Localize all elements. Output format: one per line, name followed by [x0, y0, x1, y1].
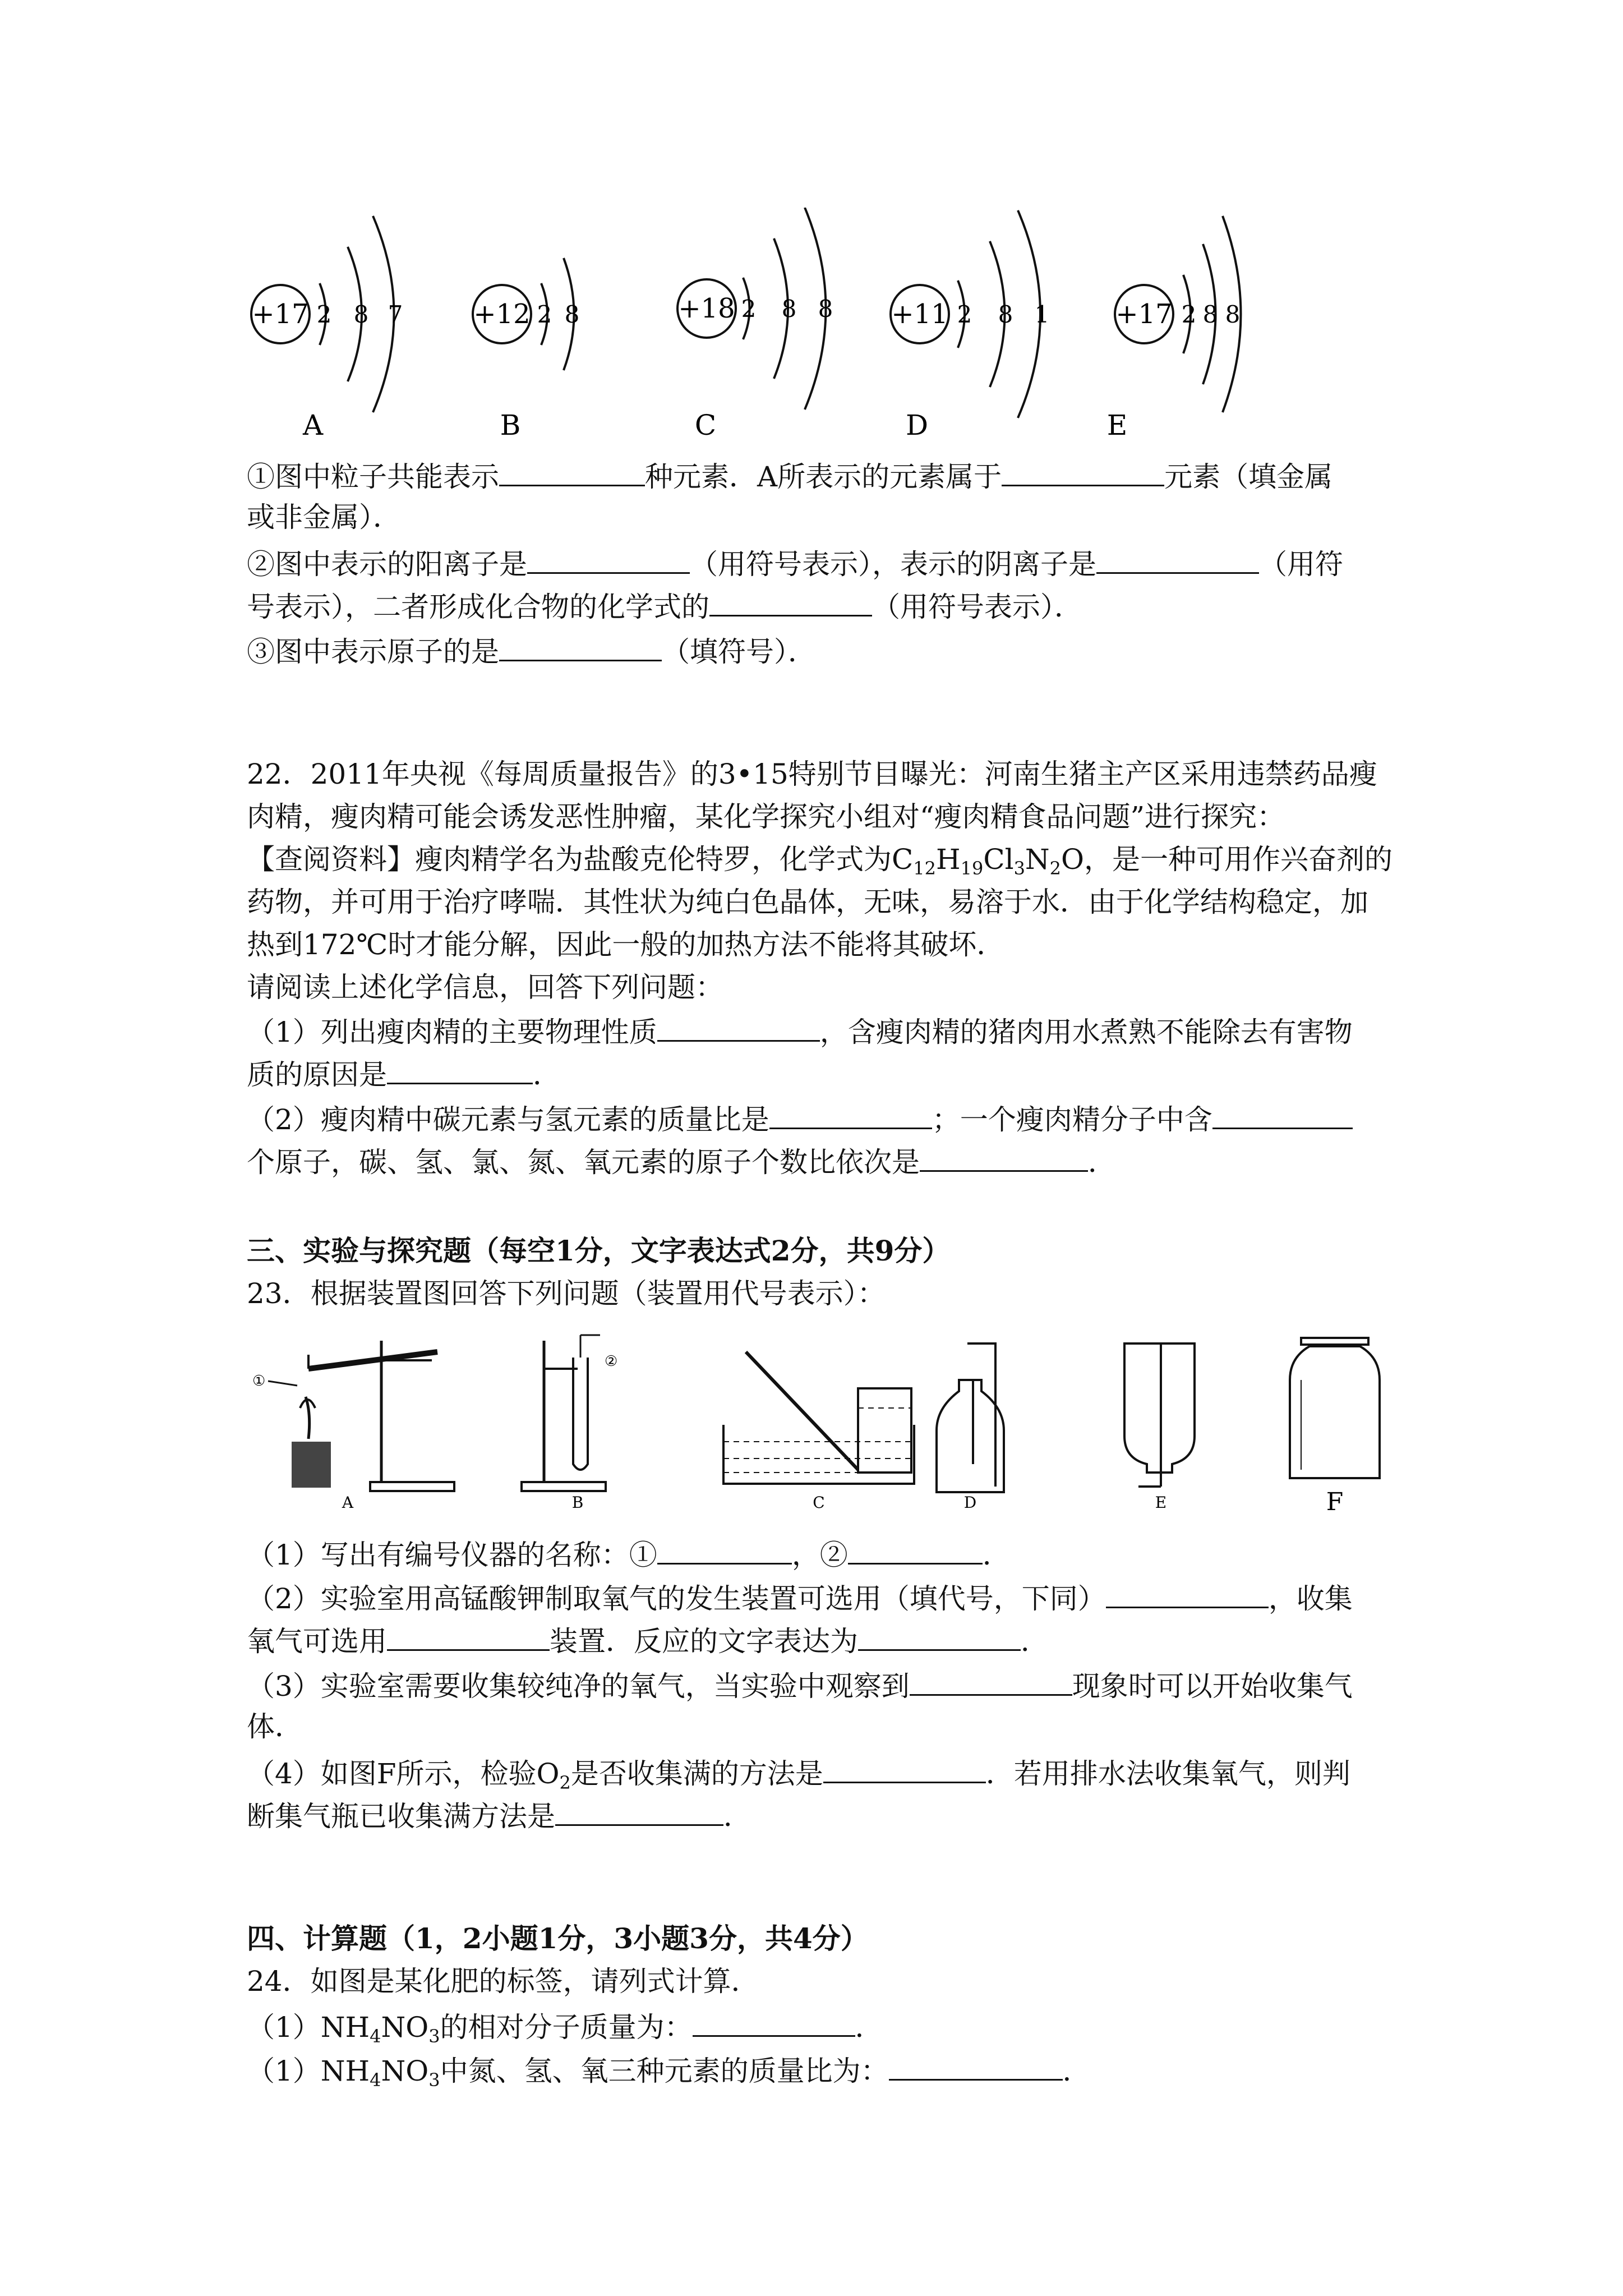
atom-c-shell-1: 2 [741, 295, 757, 323]
answer-blank[interactable] [769, 1096, 932, 1129]
answer-blank[interactable] [1106, 1575, 1269, 1608]
q22-line-8: 质的原因是 ． [247, 1051, 1385, 1096]
q23-line-2: （2）实验室用高锰酸钾制取氧气的发生装置可选用（填代号，下同） ，收集 [247, 1575, 1385, 1620]
atom-c-label: C [694, 409, 717, 441]
answer-blank[interactable] [709, 583, 872, 616]
apparatus-a-mark: ① [252, 1373, 266, 1389]
q22-line-6: 请阅读上述化学信息，回答下列问题： [247, 971, 723, 1004]
section-3-title: 三、实验与探究题（每空1分，文字表达式2分，共9分） [247, 1234, 951, 1267]
apparatus-b [522, 1335, 617, 1512]
apparatus-f-label: F [1326, 1488, 1344, 1515]
atom-a-shell-1: 2 [316, 301, 332, 328]
apparatus-d-label: D [963, 1493, 977, 1512]
answer-blank[interactable] [823, 1750, 986, 1783]
apparatus-a-label: A [342, 1493, 354, 1512]
q21-line-5: ③图中表示原子的是 （填符号）． [247, 628, 1385, 673]
apparatus-f [1290, 1338, 1380, 1515]
apparatus-b-mark: ② [605, 1353, 618, 1370]
apparatus-diagrams [241, 1329, 1396, 1515]
atom-e-nucleus: +17 [1115, 298, 1173, 330]
answer-blank[interactable] [889, 2047, 1063, 2081]
answer-blank[interactable] [555, 1793, 723, 1826]
atom-c [677, 208, 833, 441]
apparatus-e [1124, 1343, 1195, 1512]
apparatus-a [252, 1341, 454, 1512]
atom-a-label: A [302, 409, 324, 441]
answer-blank[interactable] [387, 1051, 533, 1084]
answer-blank[interactable] [848, 1531, 983, 1565]
q24-stem: 24．如图是某化肥的标签，请列式计算． [247, 1965, 759, 1998]
atom-b-nucleus: +12 [473, 298, 531, 330]
answer-blank[interactable] [1002, 453, 1164, 486]
q23-line-5: 体． [247, 1710, 303, 1743]
q21-line-1: ①图中粒子共能表示 种元素．A所表示的元素属于 元素（填金属 [247, 453, 1385, 498]
answer-blank[interactable] [499, 628, 662, 661]
atom-e-shell-1: 2 [1181, 301, 1197, 328]
answer-blank[interactable] [657, 1009, 820, 1042]
q21-line-2: 或非金属）． [247, 501, 401, 533]
atom-a-shell-2: 8 [353, 301, 369, 328]
q21-line-4: 号表示），二者形成化合物的化学式的 （用符号表示）． [247, 583, 1385, 628]
atom-e-shell-2: 8 [1202, 301, 1218, 328]
atom-d-shell-2: 8 [998, 301, 1013, 328]
atom-c-nucleus: +18 [678, 293, 735, 324]
q23-line-6: （4）如图F所示，检验$O_2$是否收集满的方法是 ．若用排水法收集氧气，则判 [247, 1750, 1385, 1795]
q23-stem: 23．根据装置图回答下列问题（装置用代号表示）： [247, 1277, 886, 1310]
atom-b-shell-2: 8 [564, 301, 580, 328]
answer-blank[interactable] [1096, 541, 1259, 574]
atom-a-shell-3: 7 [388, 301, 403, 328]
apparatus-d [937, 1343, 1004, 1512]
answer-blank[interactable] [657, 1531, 792, 1565]
q21-line-3: ②图中表示的阳离子是 （用符号表示），表示的阴离子是 （用符 [247, 541, 1385, 586]
atom-b-label: B [500, 409, 521, 441]
atom-c-shell-3: 8 [818, 295, 833, 323]
atom-e [1107, 216, 1241, 441]
answer-blank[interactable] [693, 2004, 855, 2037]
q24-line-2: $(1)NH_4NO_3$中氮、氢、氧三种元素的质量比为： ． [247, 2047, 1385, 2092]
q22-line-2: 肉精，瘦肉精可能会诱发恶性肿瘤，某化学探究小组对“瘦肉精食品问题”进行探究： [247, 800, 1285, 833]
q22-line-4: 药物，并可用于治疗哮喘．其性状为纯白色晶体，无味，易溶于水．由于化学结构稳定，加 [247, 886, 1368, 918]
q22-line-1: 22．2011年央视《每周质量报告》的3•15特别节目曝光：河南生猪主产区采用违禁药品瘦 [247, 758, 1377, 790]
answer-blank[interactable] [527, 541, 690, 574]
apparatus-c [723, 1352, 914, 1512]
section-4-title: 四、计算题（1，2小题1分，3小题3分，共4分） [247, 1922, 869, 1955]
atom-d-shell-1: 2 [957, 301, 972, 328]
q23-line-4: （3）实验室需要收集较纯净的氧气，当实验中观察到 现象时可以开始收集气 [247, 1663, 1385, 1708]
answer-blank[interactable] [499, 453, 645, 486]
atom-d [891, 210, 1049, 441]
atom-a [251, 216, 403, 441]
q22-line-9: （2）瘦肉精中碳元素与氢元素的质量比是 ；一个瘦肉精分子中含 [247, 1096, 1385, 1141]
apparatus-b-label: B [571, 1493, 584, 1512]
answer-blank[interactable] [910, 1663, 1072, 1696]
q22-line-7: （1）列出瘦肉精的主要物理性质 ，含瘦肉精的猪肉用水煮熟不能除去有害物 [247, 1009, 1385, 1053]
atom-b-shell-1: 2 [537, 301, 552, 328]
q23-line-7: 断集气瓶已收集满方法是 ． [247, 1793, 1385, 1838]
q22-line-3: 【查阅资料】瘦肉精学名为盐酸克伦特罗，化学式为$C_{12}H_{19}Cl_3N_2O$，是一种可用作兴奋剂的 [247, 843, 1393, 879]
atom-b [473, 258, 579, 441]
q23-line-3: 氧气可选用 装置．反应的文字表达为 ． [247, 1618, 1385, 1663]
q23-line-1: （1）写出有编号仪器的名称：① ，② ． [247, 1531, 1385, 1576]
atom-a-nucleus: +17 [252, 298, 309, 330]
answer-blank[interactable] [1212, 1096, 1353, 1129]
answer-blank[interactable] [858, 1618, 1021, 1651]
atom-d-nucleus: +11 [891, 298, 948, 330]
answer-blank[interactable] [920, 1139, 1088, 1172]
atom-d-label: D [905, 409, 929, 441]
atom-d-shell-3: 1 [1034, 301, 1050, 328]
atom-structure-diagrams [236, 208, 1301, 449]
q24-line-1: $(1)NH_4NO_3$的相对分子质量为： ． [247, 2004, 1385, 2049]
atom-e-label: E [1106, 409, 1128, 441]
atom-e-shell-3: 8 [1225, 301, 1241, 328]
atom-c-shell-2: 8 [781, 295, 797, 323]
q22-line-5: 热到172℃时才能分解，因此一般的加热方法不能将其破坏． [247, 928, 1005, 961]
q22-line-10: 个原子，碳、氢、氯、氮、氧元素的原子个数比依次是 ． [247, 1139, 1385, 1184]
answer-blank[interactable] [387, 1618, 550, 1651]
apparatus-e-label: E [1155, 1493, 1167, 1512]
apparatus-c-label: C [813, 1493, 825, 1512]
